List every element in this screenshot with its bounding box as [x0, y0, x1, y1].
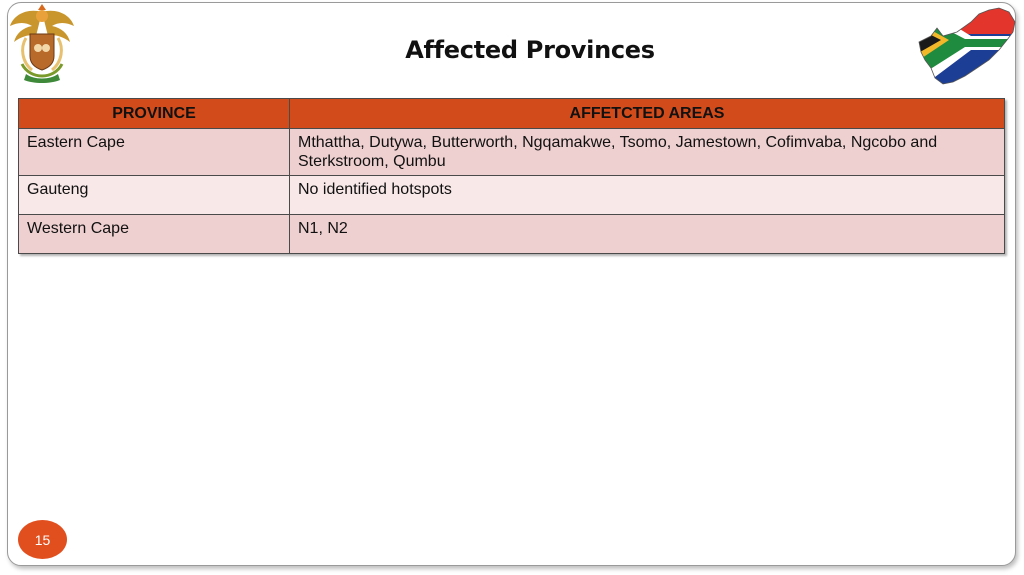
header-affected-areas: AFFETCTED AREAS [290, 99, 1005, 129]
page-number: 15 [34, 531, 51, 548]
table-row [19, 129, 1005, 176]
table-row [19, 176, 1005, 215]
slide-title: Affected Provinces [405, 36, 655, 64]
table-header-row [19, 99, 1005, 129]
slide-frame [7, 2, 1016, 566]
province-cell: Eastern Cape [19, 129, 290, 176]
page-number-badge [18, 520, 67, 559]
province-cell: Western Cape [19, 215, 290, 254]
province-cell: Gauteng [19, 176, 290, 215]
header-province: PROVINCE [19, 99, 290, 129]
areas-cell: Mthattha, Dutywa, Butterworth, Ngqamakwe, Tsomo, Jamestown, Cofimvaba, Ngcobo and Sterkstroom, Qumbu [290, 129, 1005, 176]
areas-cell: No identified hotspots [290, 176, 1005, 215]
affected-provinces-table [18, 98, 1005, 254]
table-row [19, 215, 1005, 254]
areas-cell: N1, N2 [290, 215, 1005, 254]
